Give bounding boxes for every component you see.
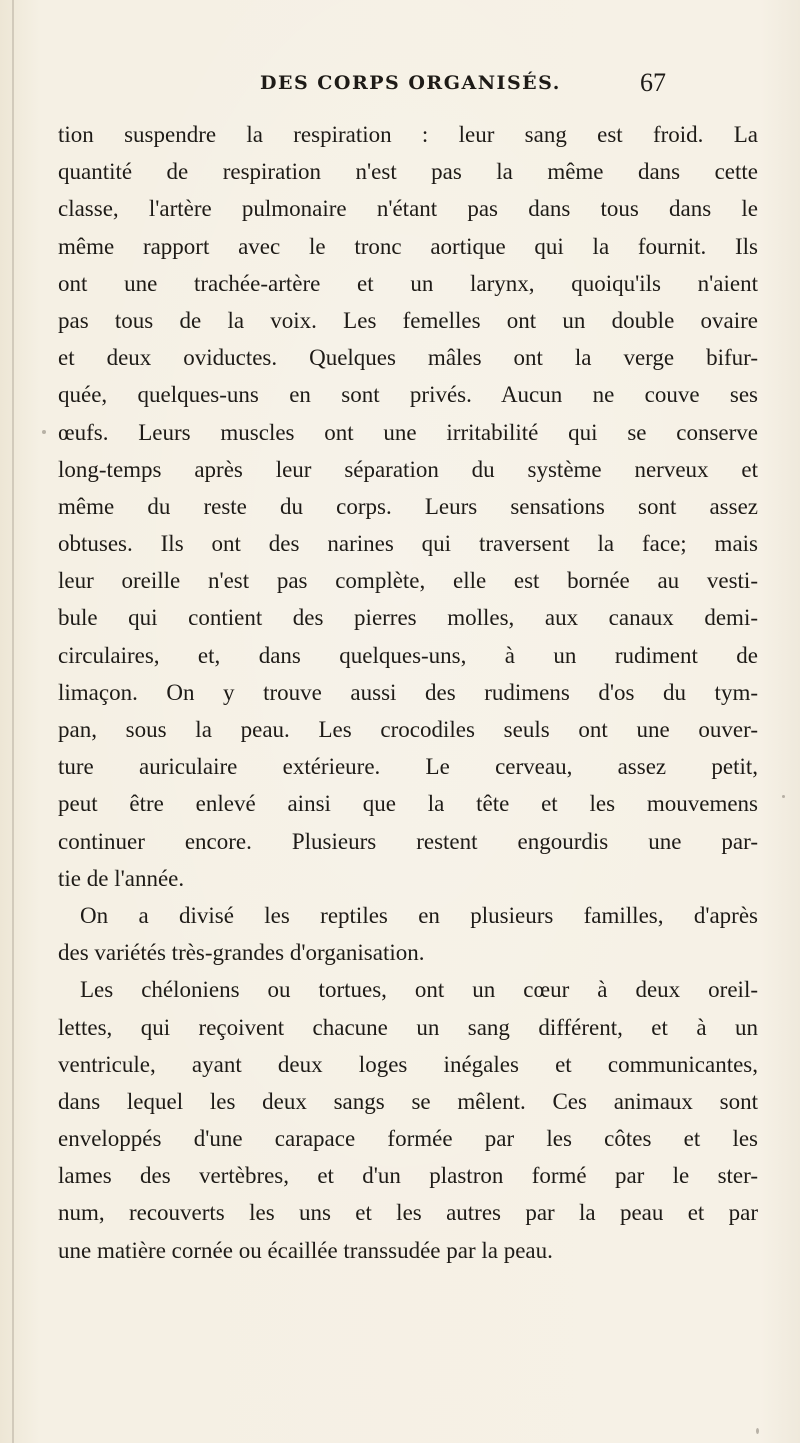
text-line: lettes, qui reçoivent chacune un sang différent, et à un	[58, 1014, 758, 1040]
text-line: quée, quelques-uns en sont privés. Aucun ne couve ses	[58, 382, 758, 408]
page-header	[0, 68, 800, 102]
text-line: tion suspendre la respiration : leur sang est froid. La	[58, 122, 758, 147]
text-line: circulaires, et, dans quelques-uns, à un rudiment de	[58, 642, 758, 668]
text-line: limaçon. On y trouve aussi des rudimens d'os du tym-	[58, 679, 758, 705]
text-line: classe, l'artère pulmonaire n'étant pas dans tous dans le	[58, 196, 758, 222]
text-line: pas tous de la voix. Les femelles ont un double ovaire	[58, 307, 758, 333]
text-line: quantité de respiration n'est pas la même dans cette	[58, 159, 758, 185]
text-line: même rapport avec le tronc aortique qui la fournit. Ils	[58, 233, 758, 259]
text-line: une matière cornée ou écaillée transsudée par la peau.	[58, 1237, 553, 1263]
text-line: lames des vertèbres, et d'un plastron formé par le ster-	[58, 1163, 758, 1189]
text-line: œufs. Leurs muscles ont une irritabilité qui se conserve	[58, 419, 758, 445]
running-head: DES CORPS ORGANISÉS.	[260, 72, 561, 94]
text-line: ont une trachée-artère et un larynx, quoiqu'ils n'aient	[58, 270, 758, 296]
text-line: même du reste du corps. Leurs sensations sont assez	[58, 493, 758, 519]
text-line: des variétés très-grandes d'organisation.	[58, 940, 425, 966]
text-line: peut être enlevé ainsi que la tête et les mouvemens	[58, 791, 758, 817]
page-number: 67	[640, 68, 666, 97]
paragraph-start-line: Les chéloniens ou tortues, ont un cœur à deux oreil-	[80, 977, 758, 1003]
text-line: long-temps après leur séparation du système nerveux et	[58, 456, 758, 482]
body-text	[58, 116, 758, 1269]
text-line: pan, sous la peau. Les crocodiles seuls ont une ouver-	[58, 717, 758, 742]
text-line: ventricule, ayant deux loges inégales et communicantes,	[58, 1051, 758, 1077]
paper-speck	[782, 795, 785, 798]
text-line: ture auriculaire extérieure. Le cerveau, assez petit,	[58, 754, 758, 780]
paper-speck	[42, 430, 46, 434]
text-line: num, recouverts les uns et les autres par la peau et par	[58, 1200, 758, 1226]
paragraph-start-line: On a divisé les reptiles en plusieurs familles, d'après	[80, 902, 758, 928]
text-line: et deux oviductes. Quelques mâles ont la verge bifur-	[58, 345, 758, 371]
text-line: dans lequel les deux sangs se mêlent. Ces animaux sont	[58, 1088, 758, 1114]
paper-speck	[756, 1428, 759, 1434]
text-line: continuer encore. Plusieurs restent engourdis une par-	[58, 828, 758, 854]
text-line: tie de l'année.	[58, 865, 185, 891]
text-line: bule qui contient des pierres molles, aux canaux demi-	[58, 605, 758, 631]
text-line: leur oreille n'est pas complète, elle est bornée au vesti-	[58, 568, 758, 594]
text-line: enveloppés d'une carapace formée par les côtes et les	[58, 1126, 758, 1152]
text-line: obtuses. Ils ont des narines qui traversent la face; mais	[58, 531, 758, 557]
page-gutter-shadow	[12, 0, 14, 1443]
